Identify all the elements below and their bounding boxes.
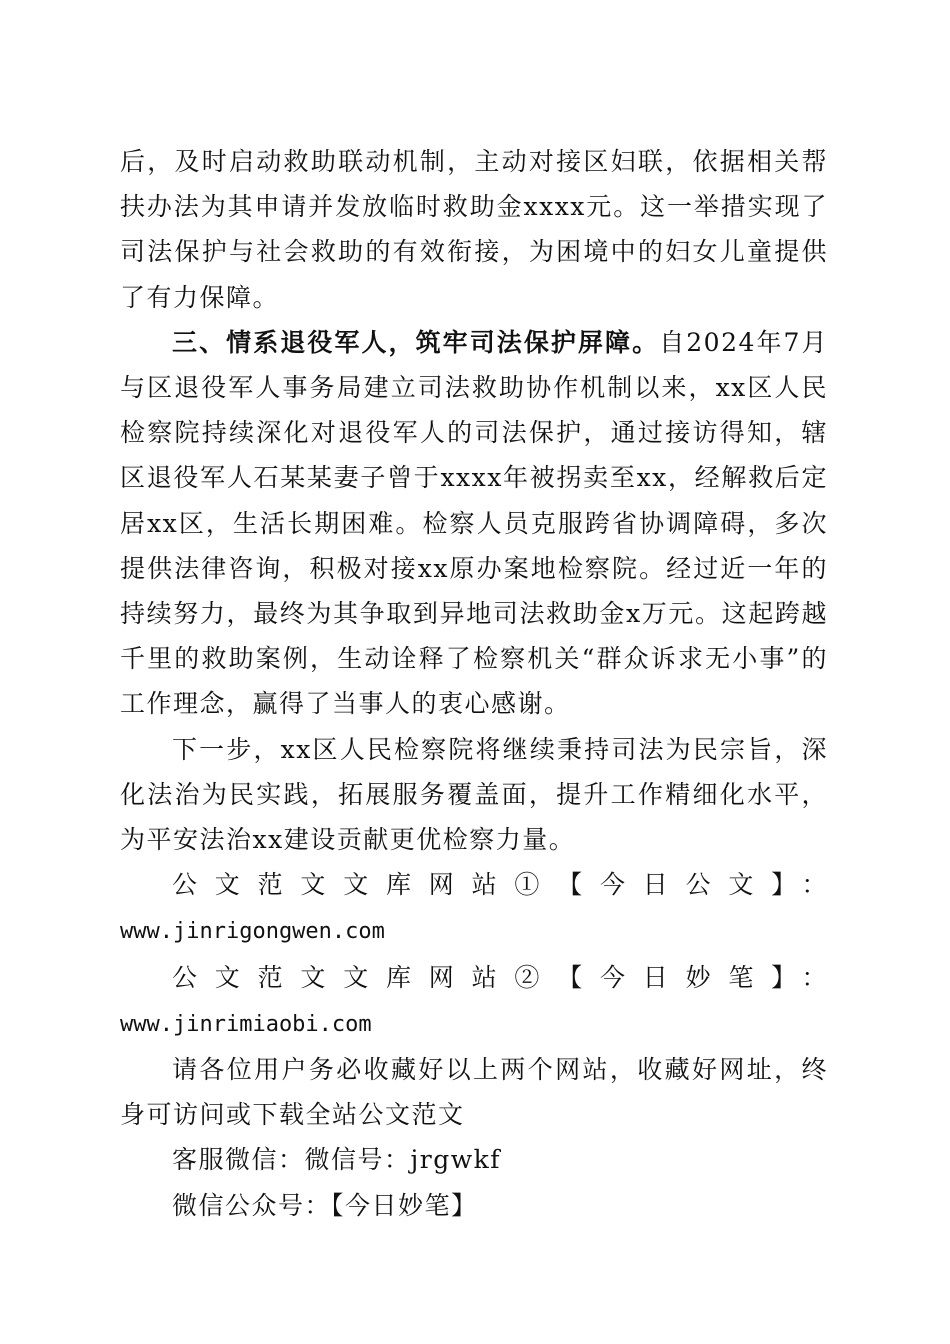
footer-site1-url-line	[120, 907, 828, 954]
paragraph-veterans	[120, 320, 828, 727]
document-page	[120, 139, 828, 1228]
site1-link[interactable]: www.jinrigongwen.com	[120, 919, 385, 945]
paragraph-veterans-body: 自2024年7月与区退役军人事务局建立司法救助协作机制以来，xx区人民检察院持续深化对退役军人的司法保护，通过接访得知，辖区退役军人石某某妻子曾于xxxx年被拐卖至xx，经解救后定居xx区，生活长期困难。检察人员克服跨省协调障碍，多次提供法律咨询，积极对接xx原办案地检察院。经过近一年的持续努力，最终为其争取到异地司法救助金x万元。这起跨越千里的救助案例，生动诠释了检察机关“群众诉求无小事”的工作理念，赢得了当事人的衷心感谢。	[120, 327, 828, 719]
footer-wechat-public: 微信公众号：【今日妙笔】	[172, 1190, 478, 1220]
section-heading-veterans: 三、情系退役军人，筑牢司法保护屏障。	[172, 327, 660, 357]
footer-site1-label: 公文范文文库网站①【今日公文】：	[172, 870, 828, 900]
paragraph-next-steps: 下一步，xx区人民检察院将继续秉持司法为民宗旨，深化法治为民实践，拓展服务覆盖面，提升工作精细化水平，为平安法治xx建设贡献更优检察力量。	[120, 734, 828, 855]
footer-site2-line	[120, 955, 828, 1047]
site2-link[interactable]: www.jinrimiaobi.com	[120, 1011, 372, 1037]
footer-notice: 请各位用户务必收藏好以上两个网站，收藏好网址，终身可访问或下载全站公文范文	[120, 1055, 828, 1130]
footer-site2-label: 公文范文文库网站②【今日妙笔】：	[172, 962, 828, 992]
paragraph-women-children-aid: 后，及时启动救助联动机制，主动对接区妇联，依据相关帮扶办法为其申请并发放临时救助金xxxx元。这一举措实现了司法保护与社会救助的有效衔接，为困境中的妇女儿童提供了有力保障。	[120, 147, 828, 312]
footer-wechat-service: 客服微信：微信号：jrgwkf	[172, 1145, 502, 1175]
